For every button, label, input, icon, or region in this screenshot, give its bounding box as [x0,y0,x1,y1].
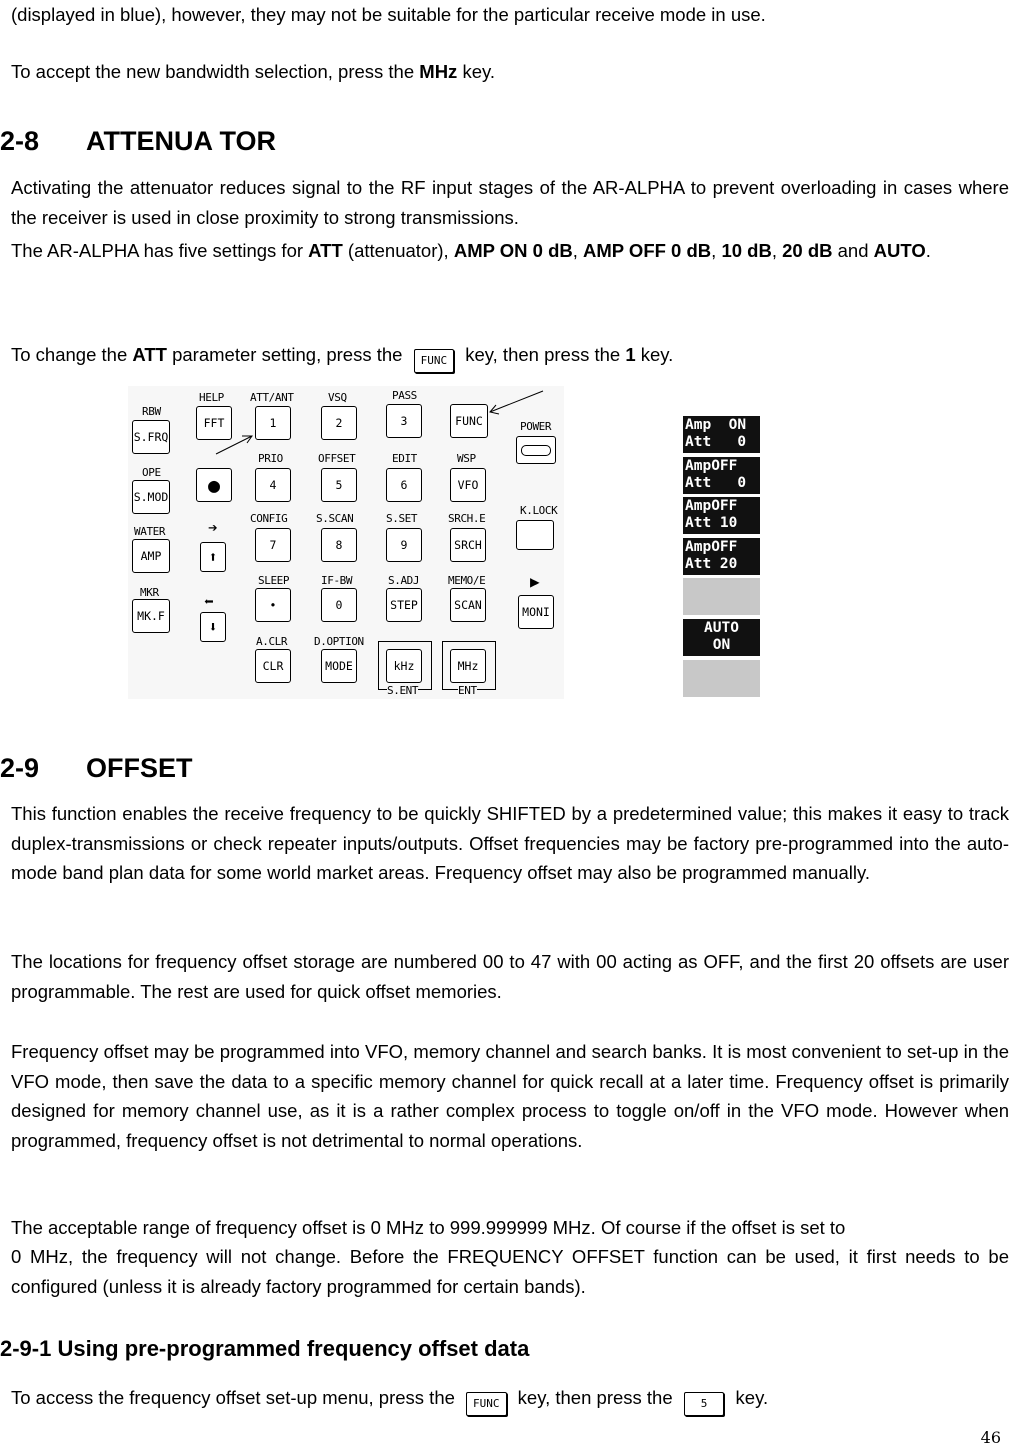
keypad-key: MONI [518,595,554,629]
key-label: WSP [457,452,476,465]
subsection-heading-2-9-1: 2-9-1 Using pre-programmed frequency offset data [0,1336,530,1361]
keypad-key: 1 [255,406,291,440]
keypad-key: SCAN [450,588,486,622]
keypad-key: S.FRQ [132,420,170,454]
keypad-key: 6 [386,468,422,502]
section-title: ATTENUA TOR [86,126,276,156]
key-label: ATT/ANT [250,391,294,404]
text: , [572,240,584,261]
section-heading-2-9 [0,753,193,784]
key-label: SLEEP [258,574,290,587]
key-label: CONFIG [250,512,288,525]
page-number: 46 [980,1428,1001,1447]
key-label: S.ADJ [388,574,420,587]
key-label: A.CLR [256,635,288,648]
key-label: HELP [199,391,224,404]
func-key-icon: FUNC [466,1392,507,1416]
key-label: D.OPTION [314,635,364,648]
keypad-key: 3 [386,404,422,438]
key-label: RBW [142,405,161,418]
keypad-key: MK.F [132,599,170,633]
text: To access the frequency offset set-up menu, press the [11,1387,461,1408]
intro-accept-line [11,57,1009,87]
func-key: FUNC [450,404,488,438]
lcd-button-amp-off-0: AmpOFF Att 0 [683,457,760,494]
text: key. [457,61,496,82]
attenuator-settings-paragraph [11,236,1009,266]
setting-20db: 20 dB [782,240,833,261]
lcd-button-amp-off-20: AmpOFF Att 20 [683,538,760,575]
keypad-key: • [255,588,291,622]
text: The AR-ALPHA has five settings for [11,240,309,261]
arrow-left-icon: ⬅ [204,592,214,611]
pointer-arrows [128,386,564,699]
key-label: SRCH.E [448,512,486,525]
keypad-key: S.MOD [132,480,170,514]
setting-auto: AUTO [873,240,926,261]
key-label: OPE [142,466,161,479]
offset-access-instruction [11,1383,1009,1416]
text: key. [635,344,674,365]
text: (attenuator), [342,240,454,261]
lcd-button-amp-on: Amp ON Att 0 [683,416,760,453]
mhz-key-name: MHz [419,61,458,82]
setting-amp-off: AMP OFF 0 dB [583,240,712,261]
text: parameter setting, press the [166,344,408,365]
key-label: WATER [134,525,166,538]
keypad-key: SRCH [450,528,486,562]
intro-line: (displayed in blue), however, they may not be suitable for the particular receive mode in use. [11,4,766,25]
keypad-key: 4 [255,468,291,502]
key-label: S.SET [386,512,418,525]
dot-key: ● [196,468,232,502]
key-label: MEMO/E [448,574,486,587]
lcd-button-blank [683,578,760,615]
key-label: IF-BW [321,574,353,587]
key-label: K.LOCK [520,504,558,517]
attenuator-paragraph: Activating the attenuator reduces signal to the RF input stages of the AR-ALPHA to prevent overloading in cases where the receiver is used in close proximity to strong transmissions. [11,177,1009,228]
keypad-key: MHz [450,649,486,683]
text: and [832,240,874,261]
key-label: ENT [458,684,477,697]
section-number: 2-8 [0,126,40,156]
func-key-icon: FUNC [414,349,455,373]
key-label: OFFSET [318,452,356,465]
text: To change the [11,344,133,365]
key-label: POWER [520,420,552,433]
setting-10db: 10 dB [721,240,772,261]
offset-paragraph-2: The locations for frequency offset storage are numbered 00 to 47 with 00 acting as OFF, and the first 20 offsets are user programmable. The rest are used for quick offset memories. [11,951,1009,1002]
keypad-key: STEP [386,588,422,622]
offset-paragraph-4-rest: 0 MHz, the frequency will not change. Before the FREQUENCY OFFSET function can be used, it first needs to be configured (unless it is already factory programmed for certain bands). [11,1246,1009,1297]
key-label: S.ENT [387,684,419,697]
key-label: S.SCAN [316,512,354,525]
text: key. [730,1387,769,1408]
keypad-key: kHz [386,649,422,683]
text: key, then press the [512,1387,678,1408]
up-arrow-key: ⬆ [200,542,226,572]
text: , [771,240,783,261]
keypad-key: 5 [321,468,357,502]
keypad-key: 0 [321,588,357,622]
keypad-key: 8 [321,528,357,562]
section-title: OFFSET [86,753,193,783]
keypad-key: 9 [386,528,422,562]
one-key-name: 1 [625,344,636,365]
keypad-key: VFO [450,468,486,502]
keypad-key: FFT [196,406,232,440]
play-icon: ▶ [530,572,540,591]
lcd-button-amp-off-10: AmpOFF Att 10 [683,497,760,534]
down-arrow-key: ⬇ [200,612,226,642]
keypad-key: CLR [255,649,291,683]
text: , [711,240,722,261]
keypad-key: MODE [321,649,357,683]
att-term: ATT [308,240,343,261]
key-label: PASS [392,389,417,402]
key-label: PRIO [258,452,283,465]
section-heading-2-8 [0,126,276,157]
setting-amp-on: AMP ON 0 dB [453,240,573,261]
att-instruction [11,340,1009,373]
key-label: VSQ [328,391,347,404]
text: . [925,240,931,261]
offset-paragraph-4-line1: The acceptable range of frequency offset is 0 MHz to 999.999999 MHz. Of course if the offset is set to [11,1217,846,1238]
section-number: 2-9 [0,753,40,783]
att-term: ATT [132,344,167,365]
key-label: MKR [140,586,159,599]
keypad-diagram [128,386,564,699]
lcd-button-blank [683,660,760,697]
offset-paragraph-1: This function enables the receive frequency to be quickly SHIFTED by a predetermined value; this makes it easy to track duplex-transmissions or check repeater inputs/outputs. Offset frequencies may be factory pre-programmed into the auto-mode band plan data for some world market areas. Frequency offset may also be programmed manually. [11,803,1009,883]
keypad-key: 2 [321,406,357,440]
lcd-button-auto-on: AUTO ON [683,619,760,656]
text: key, then press the [460,344,626,365]
arrow-right-icon: ➔ [208,518,218,537]
key-label: EDIT [392,452,417,465]
keypad-key: AMP [132,539,170,573]
text: To accept the new bandwidth selection, press the [11,61,420,82]
offset-paragraph-3: Frequency offset may be programmed into VFO, memory channel and search banks. It is most convenient to set-up in the VFO mode, then save the data to a specific memory channel for quick recall at a later time. Frequency offset is primarily designed for memory channel use, as it is a rather complex process to toggle on/off in the VFO mode. However when programmed, frequency offset is not detrimental to normal operations. [11,1041,1009,1151]
keypad-key: 7 [255,528,291,562]
five-key-icon: 5 [684,1392,725,1416]
